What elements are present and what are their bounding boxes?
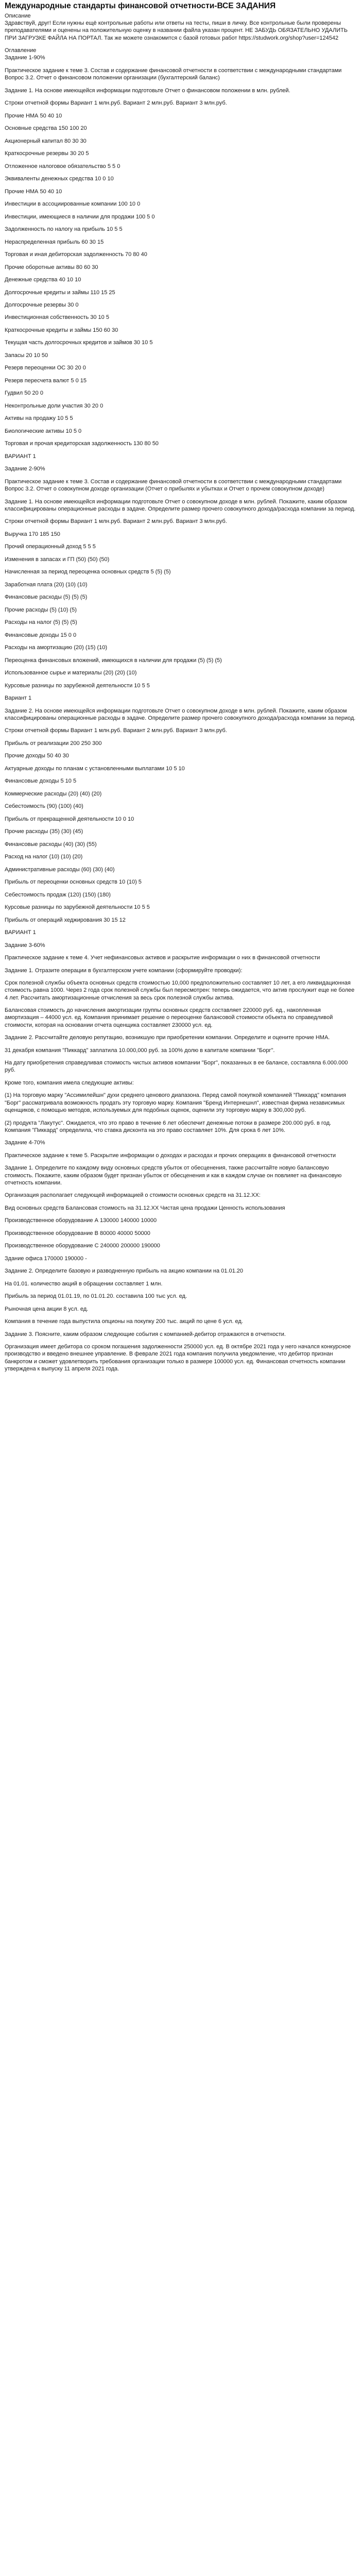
document-paragraph: Строки отчетной формы Вариант 1 млн.руб. Вариант 2 млн.руб. Вариант 3 млн.руб. [5, 100, 227, 107]
document-paragraph: Вариант 1 [5, 695, 32, 702]
document-paragraph: Расходы на налог (5) (5) (5) [5, 619, 77, 626]
document-paragraph: Использованное сырье и материалы (20) (20) (10) [5, 670, 137, 676]
document-paragraph: Производственное оборудование С 240000 200000 190000 [5, 1243, 160, 1249]
document-paragraph: Строки отчетной формы Вариант 1 млн.руб. Вариант 2 млн.руб. Вариант 3 млн.руб. [5, 518, 227, 525]
document-title: Международные стандарты финансовой отчетности-ВСЕ ЗАДАНИЯ [5, 2, 276, 10]
document-paragraph: Практическое задание к теме 5. Раскрытие информации о доходах и расходах и прочих операциях в финансовой отчетности [5, 1152, 336, 1159]
document-paragraph: Долгосрочные резервы 30 0 [5, 301, 79, 308]
document-paragraph: Запасы 20 10 50 [5, 352, 48, 359]
document-paragraph: Финансовые расходы (40) (30) (55) [5, 841, 97, 848]
document-paragraph: Основные средства 150 100 20 [5, 125, 87, 132]
document-paragraph: Задание 2. Определите базовую и разводненную прибыль на акцию компании на 01.01.20 [5, 1268, 243, 1275]
document-paragraph: Торговая и иная дебиторская задолженность 70 80 40 [5, 251, 147, 258]
document-paragraph: Задание 1. На основе имеющейся информации подготовьте Отчет о совокупном доходе в млн. рублей. Покажите, каким образом классифицированы операционные расходы в задаче. Определите размер прочего совокупного дохода/расхода компании за период. [5, 498, 356, 512]
document-paragraph: Срок полезной службы объекта основных средств стоимостью 10,000 предположительно составляет 10 лет, а его ликвидационная стоимость равна 1000. Через 2 года срок полезной службы был пересмотрен: теперь ожидается, что актив прослужит еще не более 4 лет. Рассчитать амортизационные отчисления за весь срок полезной службы актива. [5, 980, 355, 1001]
document-body [5, 12, 356, 1373]
document-paragraph: Задание 1. Отразите операции в бухгалтерском учете компании (сформируйте проводки): [5, 967, 243, 974]
document-paragraph: Акционерный капитал 80 30 30 [5, 138, 87, 144]
document-paragraph: Задание 3-60% [5, 942, 45, 948]
document-paragraph: Финансовые расходы (5) (5) (5) [5, 594, 88, 601]
document-paragraph: Резерв переоценки ОС 30 20 0 [5, 365, 86, 371]
document-paragraph: Резерв пересчета валют 5 0 15 [5, 377, 87, 384]
document-paragraph: Себестоимость продаж (120) (150) (180) [5, 891, 111, 898]
document-paragraph: Описание Здравствуй, друг! Если нужны ещё контрольные работы или ответы на тесты, пиши в личку. Все контрольные были проверены преподавателями и оценены на положительную оценку в названии файла указан процент. НЕ ЗАБУДЬ ОБЯЗАТЕЛЬНО УДАЛИТЬ ПРИ ЗАГРУЗКЕ ФАЙЛА НА ПОРТАЛ. Так же можете ознакомится с базой готовых работ https://studwork.org/shop?user=124542 [5, 12, 348, 41]
document-paragraph: Прибыль от реализации 200 250 300 [5, 740, 102, 747]
document-paragraph: На дату приобретения справедливая стоимость чистых активов компании "Борг", показанных в ее балансе, составляла 6.000.000 руб. [5, 1060, 348, 1074]
document-paragraph: Производственное оборудование А 130000 140000 10000 [5, 1217, 157, 1224]
document-paragraph: Организация имеет дебитора со сроком погашения задолженности 250000 усл. ед. В октябре 2021 года у него начался конкурсное производство и введено внешнее управление. В феврале 2021 года компания получила уведомление, что дебитор признан банкротом и сможет удовлетворить требования организации только в размере 100000 усл. ед. Финансовая отчетность компании утверждена к выпуску 11 апреля 2021 года. [5, 1344, 351, 1372]
document-paragraph: Краткосрочные кредиты и займы 150 60 30 [5, 327, 118, 333]
document-paragraph: Долгосрочные кредиты и займы 110 15 25 [5, 289, 115, 296]
document-paragraph: Инвестиции в ассоциированные компании 100 10 0 [5, 201, 141, 208]
document-paragraph: На 01.01. количество акций в обращении составляет 1 млн. [5, 1280, 163, 1287]
document-paragraph: Прочие доходы 50 40 30 [5, 753, 69, 759]
document-paragraph: Задание 2-90% [5, 466, 45, 472]
document-paragraph: Кроме того, компания имела следующие активы: [5, 1079, 134, 1086]
document-paragraph: Биологические активы 10 5 0 [5, 428, 82, 434]
document-paragraph: Прочий операционный доход 5 5 5 [5, 544, 96, 550]
document-paragraph: Изменения в запасах и ГП (50) (50) (50) [5, 556, 110, 563]
document-paragraph: Активы на продажу 10 5 5 [5, 415, 73, 422]
document-paragraph: ВАРИАНТ 1 [5, 453, 36, 460]
document-paragraph: Прочие оборотные активы 80 60 30 [5, 264, 98, 270]
document-paragraph: Задание 2. Рассчитайте деловую репутацию, возникшую при приобретении компании. Определите и оцените прочие НМА. [5, 1035, 330, 1041]
document-paragraph: Нераспределенная прибыль 60 30 15 [5, 239, 104, 245]
document-paragraph: Финансовые доходы 5 10 5 [5, 778, 77, 785]
document-paragraph: Денежные средства 40 10 10 [5, 277, 81, 283]
document-paragraph: Расход на налог (10) (10) (20) [5, 854, 83, 860]
document-paragraph: Актуарные доходы по планам с установленными выплатами 10 5 10 [5, 765, 185, 772]
document-paragraph: Эквиваленты денежных средства 10 0 10 [5, 176, 114, 182]
document-paragraph: Административные расходы (60) (30) (40) [5, 866, 115, 873]
document-paragraph: Задание 3. Поясните, каким образом следующие события с компанией-дебитор отражаются в отчетности. [5, 1331, 286, 1337]
document-paragraph: Прочие расходы (5) (10) (5) [5, 606, 77, 613]
document-paragraph: Задание 4-70% [5, 1140, 45, 1146]
document-paragraph: Балансовая стоимость до начисления амортизации группы основных средств составляет 220000 руб. ед., накопленная амортизация – 44000 усл. ед. Компания принимает решение о переоценке балансовой стоимости объекта по справедливой стоимости, которая на основании отчета оценщика составляет 230000 усл. ед. [5, 1007, 333, 1028]
document-paragraph: Курсовые разницы по зарубежной деятельности 10 5 5 [5, 682, 150, 689]
document-paragraph: Оглавление Задание 1-90% [5, 47, 45, 61]
document-paragraph: Прочие НМА 50 40 10 [5, 112, 62, 119]
document-paragraph: Отложенное налоговое обязательство 5 5 0 [5, 163, 121, 170]
document-paragraph: Гудвил 50 20 0 [5, 390, 43, 397]
document-paragraph: 31 декабря компания "Пиккард" заплатила 10.000,000 руб. за 100% долю в капитале компании "Борг". [5, 1047, 275, 1054]
document-paragraph: Прибыль от переоценки основных средств 10 (10) 5 [5, 879, 142, 886]
document-paragraph: Задание 2. На основе имеющейся информации подготовьте Отчет о совокупном доходе в млн. рублей. Покажите, каким образом классифицированы операционные расходы в задаче. Определите размер прочего совокупного дохода/расхода компании за период. [5, 707, 356, 721]
document-paragraph: Производственное оборудование В 80000 40000 50000 [5, 1230, 150, 1236]
document-paragraph: Неконтрольные доли участия 30 20 0 [5, 402, 104, 409]
document-paragraph: Прибыль от операций хеджирования 30 15 12 [5, 917, 126, 923]
document-paragraph: Рыночная цена акции 8 усл. ед. [5, 1306, 89, 1312]
document-paragraph: Практическое задание к теме 3. Состав и содержание финансовой отчетности в соответствии с международными стандартами Вопрос 3.2. Отчет о финансовом положении организации (бухгалтерский баланс) [5, 67, 342, 81]
document-paragraph: Финансовые доходы 15 0 0 [5, 632, 77, 638]
document-paragraph: Текущая часть долгосрочных кредитов и займов 30 10 5 [5, 340, 153, 346]
document-paragraph: Прибыль за период 01.01.19, по 01.01.20. составила 100 тыс усл. ед. [5, 1293, 187, 1300]
document-paragraph: Прочие НМА 50 40 10 [5, 188, 62, 195]
document-paragraph: (2) продукта "Лакутус". Ожидается, что это право в течение 6 лет обеспечит денежные потоки в размере 200.000 руб. в год. Компания "Пиккард" определила, что ставка дисконта на это право составляет 10%. Для срока 6 лет 10%. [5, 1120, 332, 1133]
document-paragraph: Себестоимость (90) (100) (40) [5, 803, 83, 810]
document-paragraph: Строки отчетной формы Вариант 1 млн.руб. Вариант 2 млн.руб. Вариант 3 млн.руб. [5, 727, 227, 734]
document-paragraph: Вид основных средств Балансовая стоимость на 31.12.ХХ Чистая цена продажи Ценность использования [5, 1205, 285, 1211]
document-paragraph: ВАРИАНТ 1 [5, 929, 36, 936]
document-paragraph: (1) На торговую марку "Ассимилейшн" духи среднего ценового диапазона. Перед самой покупкой компанией "Пиккард" компания "Борг" рассматривала возможность продать эту торговую марку. Компания "Бренд Интернешнл", известная фирма независимых оценщиков, с помощью методов, используемых для подобных оценок, оценили эту торговую марку в 300,000 руб. [5, 1092, 346, 1114]
document-paragraph: Задание 1. Определите по каждому виду основных средств убыток от обесценения, также рассчитайте новую балансовую стоимость. Покажите, каким образом будет признан убыток от обесценения и как в каждом случае он повлияет на финансовую отчетность компании. [5, 1165, 342, 1186]
document-paragraph: Переоценка финансовых вложений, имеющихся в наличии для продажи (5) (5) (5) [5, 657, 222, 664]
document-paragraph: Инвестиции, имеющиеся в наличии для продажи 100 5 0 [5, 213, 155, 220]
document-paragraph: Коммерческие расходы (20) (40) (20) [5, 790, 102, 797]
document-paragraph: Краткосрочные резервы 30 20 5 [5, 150, 89, 157]
document-paragraph: Задание 1. На основе имеющейся информации подготовьте Отчет о финансовом положении в млн. рублей. [5, 87, 290, 94]
document-paragraph: Выручка 170 185 150 [5, 531, 60, 537]
document-paragraph: Практическое задание к теме 4. Учет нефинансовых активов и раскрытие информации о них в финансовой отчетности [5, 955, 320, 961]
document-paragraph: Торговая и прочая кредиторская задолженность 130 80 50 [5, 440, 159, 447]
document-paragraph: Прибыль от прекращенной деятельности 10 0 10 [5, 816, 134, 822]
document-paragraph: Организация располагает следующей информацией о стоимости основных средств на 31.12.ХХ: [5, 1192, 261, 1199]
document-paragraph: Прочие расходы (35) (30) (45) [5, 828, 83, 835]
document-paragraph: Курсовые разницы по зарубежной деятельности 10 5 5 [5, 904, 150, 911]
document-paragraph: Расходы на амортизацию (20) (15) (10) [5, 645, 108, 651]
document-paragraph: Начисленная за период переоценка основных средств 5 (5) (5) [5, 569, 171, 575]
document-paragraph: Инвестиционная собственность 30 10 5 [5, 314, 109, 321]
document-paragraph: Компания в течение года выпустила опционы на покупку 200 тыс. акций по цене 6 усл. ед. [5, 1318, 243, 1325]
document-paragraph: Задолженность по налогу на прибыль 10 5 5 [5, 226, 123, 233]
document-paragraph: Заработная плата (20) (10) (10) [5, 581, 88, 588]
document-paragraph: Практическое задание к теме 3. Состав и содержание финансовой отчетности в соответствии с международными стандартами Вопрос 3.2. Отчет о совокупном доходе организации (Отчет о прибылях и убытках и Отчет о прочем совокупном доходе) [5, 478, 342, 493]
document-paragraph: Здание офиса 170000 190000 - [5, 1255, 87, 1262]
